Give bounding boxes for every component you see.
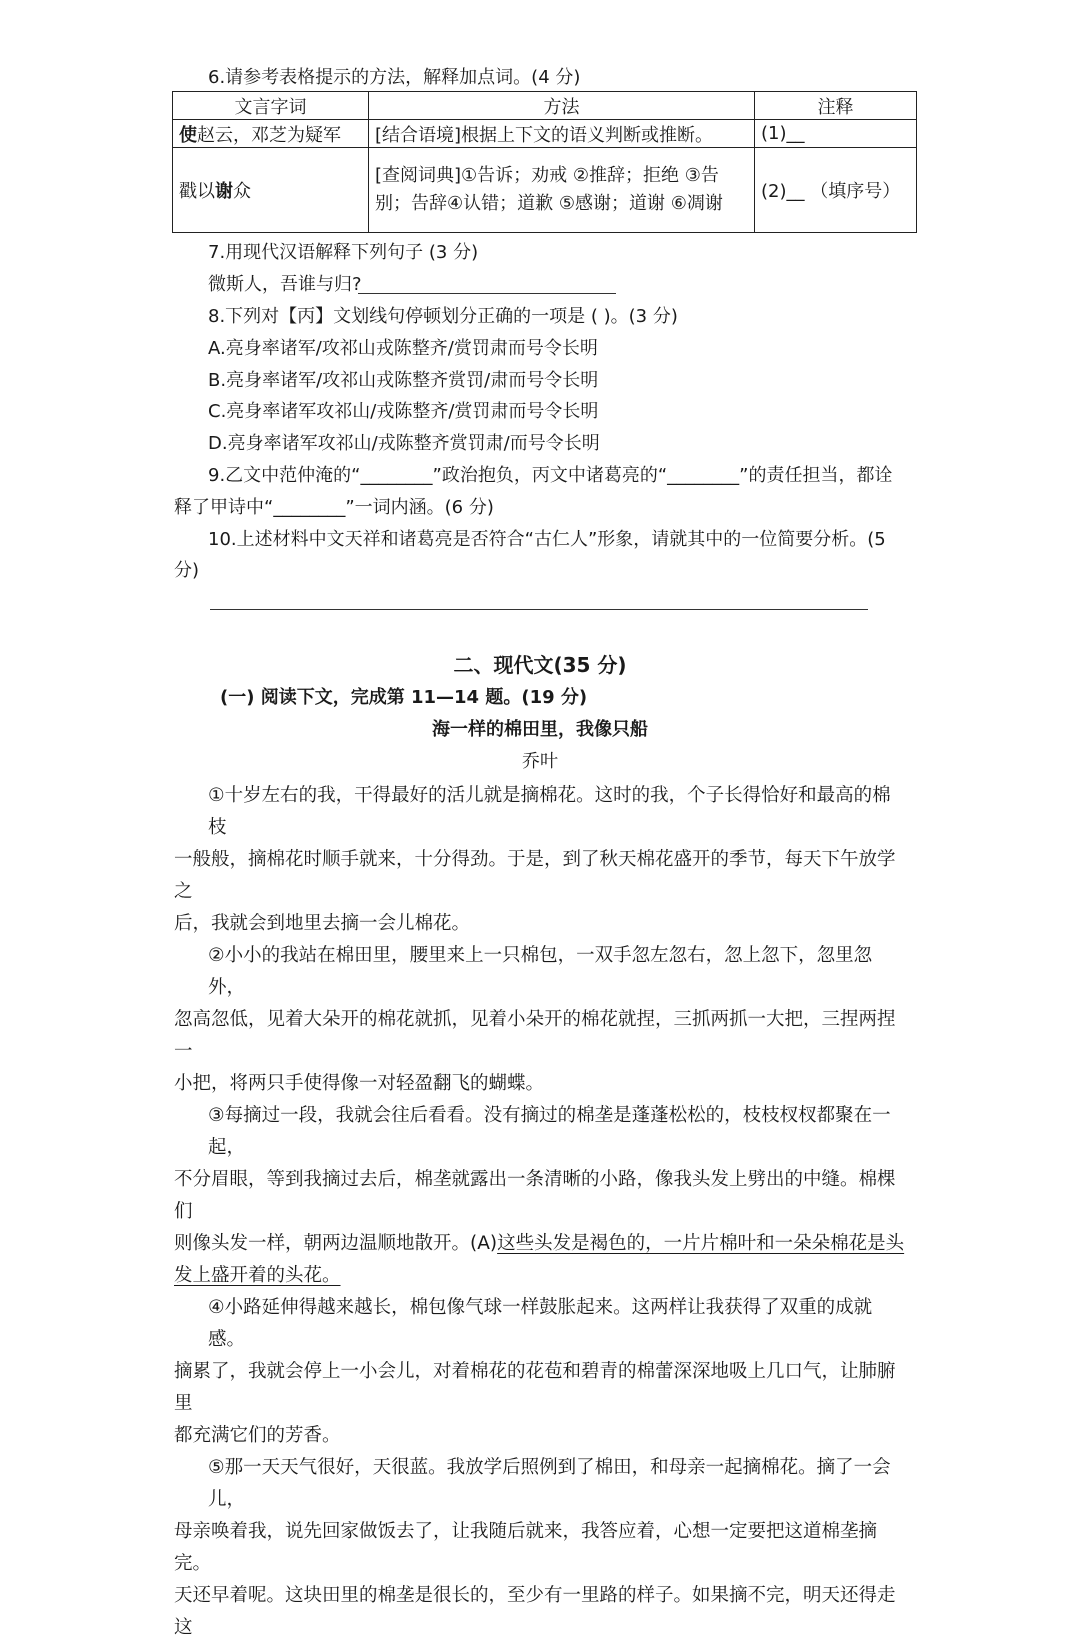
paragraph-4 <box>174 1292 909 1452</box>
q8-prompt: 8.下列对【丙】文划线句停顿划分正确的一项是 ( )。(3 分) <box>208 306 678 327</box>
header-term: 文言字词 <box>173 92 369 120</box>
text-line: ①十岁左右的我，干得最好的活儿就是摘棉花。这时的我，个子长得恰好和最高的棉枝 <box>208 785 891 838</box>
note-cell: (2)__ （填序号） <box>755 148 917 233</box>
text-line: 后，我就会到地里去摘一会儿棉花。 <box>174 913 471 934</box>
q8-option-a: A.亮身率诸军/攻祁山戎陈整齐/赏罚肃而号令长明 <box>208 338 598 359</box>
q8-option-c: C.亮身率诸军攻祁山/戎陈整齐/赏罚肃而号令长明 <box>208 401 599 422</box>
paragraph-1 <box>174 780 909 940</box>
q6-prompt: 6.请参考表格提示的方法，解释加点词。(4 分) <box>208 67 581 88</box>
q7-prompt: 7.用现代汉语解释下列句子 (3 分) <box>208 242 479 263</box>
method-cell: [查阅词典]①告诉；劝戒 ②推辞；拒绝 ③告别；告辞④认错；道歉 ⑤感谢；道谢 ⑥凋谢 <box>369 148 755 233</box>
section-title: 二、现代文(35 分) <box>453 653 627 677</box>
answer-blank-line <box>358 293 616 294</box>
header-method: 方法 <box>369 92 755 120</box>
table-header-row <box>173 92 917 120</box>
note-cell: (1)__ <box>755 120 917 148</box>
text-line: 都充满它们的芳香。 <box>174 1425 341 1446</box>
essay-author: 乔叶 <box>522 751 558 772</box>
text-line: ④小路延伸得越来越长，棉包像气球一样鼓胀起来。这两样让我获得了双重的成就感。 <box>208 1297 873 1350</box>
table-row <box>173 120 917 148</box>
text-segment: 则像头发一样，朝两边温顺地散开。 <box>174 1233 471 1254</box>
term-cell <box>173 120 369 148</box>
paragraph-3 <box>174 1100 909 1292</box>
sentence-marker: (A) <box>470 1233 498 1254</box>
text-line: ③每摘过一段，我就会往后看看。没有摘过的棉垄是蓬蓬松松的，枝枝杈杈都聚在一起， <box>208 1105 891 1158</box>
header-note: 注释 <box>755 92 917 120</box>
text-line <box>174 1228 909 1260</box>
q8-option-d: D.亮身率诸军攻祁山/戎陈整齐赏罚肃/而号令长明 <box>208 433 600 454</box>
text-line: ⑤那一天天气很好，天很蓝。我放学后照例到了棉田，和母亲一起摘棉花。摘了一会儿， <box>208 1457 891 1510</box>
q9-line2: 释了甲诗中“________”一词内涵。(6 分) <box>174 497 494 518</box>
term-pre: 戳以 <box>179 181 215 202</box>
paragraph-2 <box>174 940 909 1100</box>
q10-line2: 分) <box>174 560 200 581</box>
table-row <box>173 148 917 233</box>
q7-sentence: 微斯人，吾谁与归? <box>208 274 362 295</box>
dotted-char: 使 <box>179 124 197 146</box>
text-line: 母亲唤着我，说先回家做饭去了，让我随后就来，我答应着，心想一定要把这道棉垄摘完。 <box>174 1521 878 1574</box>
text-line: 摘累了，我就会停上一小会儿，对着棉花的花苞和碧青的棉蕾深深地吸上几口气，让肺腑里 <box>174 1361 896 1414</box>
method-cell: [结合语境]根据上下文的语义判断或推断。 <box>369 120 755 148</box>
term-rest: 众 <box>233 181 251 202</box>
answer-blank-line <box>210 609 868 610</box>
text-line: 天还早着呢。这块田里的棉垄是很长的，至少有一里路的样子。如果摘不完，明天还得走这 <box>174 1585 896 1638</box>
section-subtitle: (一) 阅读下文，完成第 11—14 题。(19 分) <box>220 687 588 708</box>
paragraph-5 <box>174 1452 909 1644</box>
dotted-char: 谢 <box>215 181 233 202</box>
essay-title: 海一样的棉田里，我像只船 <box>432 719 648 740</box>
term-rest: 赵云，邓芝为疑军 <box>197 124 341 146</box>
q9-line1: 9.乙文中范仲淹的“________”政治抱负，丙文中诸葛亮的“________”的责任担当，都诠 <box>208 465 893 486</box>
q10-line1: 10.上述材料中文天祥和诸葛亮是否符合“古仁人”形象，请就其中的一位简要分析。(5 <box>208 529 886 550</box>
essay-body <box>174 780 909 1644</box>
q6-table <box>172 91 917 233</box>
text-line: 一般般，摘棉花时顺手就来，十分得劲。于是，到了秋天棉花盛开的季节，每天下午放学之 <box>174 849 896 902</box>
text-line <box>174 1260 909 1292</box>
underlined-sentence: 这些头发是褐色的，一片片棉叶和一朵朵棉花是头 <box>497 1233 905 1254</box>
underlined-sentence: 发上盛开着的头花。 <box>174 1265 341 1286</box>
text-line: 小把，将两只手使得像一对轻盈翻飞的蝴蝶。 <box>174 1073 545 1094</box>
q8-option-b: B.亮身率诸军/攻祁山戎陈整齐赏罚/肃而号令长明 <box>208 370 599 391</box>
term-cell <box>173 148 369 233</box>
text-line: ②小小的我站在棉田里，腰里来上一只棉包，一双手忽左忽右，忽上忽下，忽里忽外， <box>208 945 873 998</box>
text-line: 不分眉眼，等到我摘过去后，棉垄就露出一条清晰的小路，像我头发上劈出的中缝。棉棵们 <box>174 1169 896 1222</box>
text-line: 忽高忽低，见着大朵开的棉花就抓，见着小朵开的棉花就捏，三抓两抓一大把，三捏两捏一 <box>174 1009 896 1062</box>
